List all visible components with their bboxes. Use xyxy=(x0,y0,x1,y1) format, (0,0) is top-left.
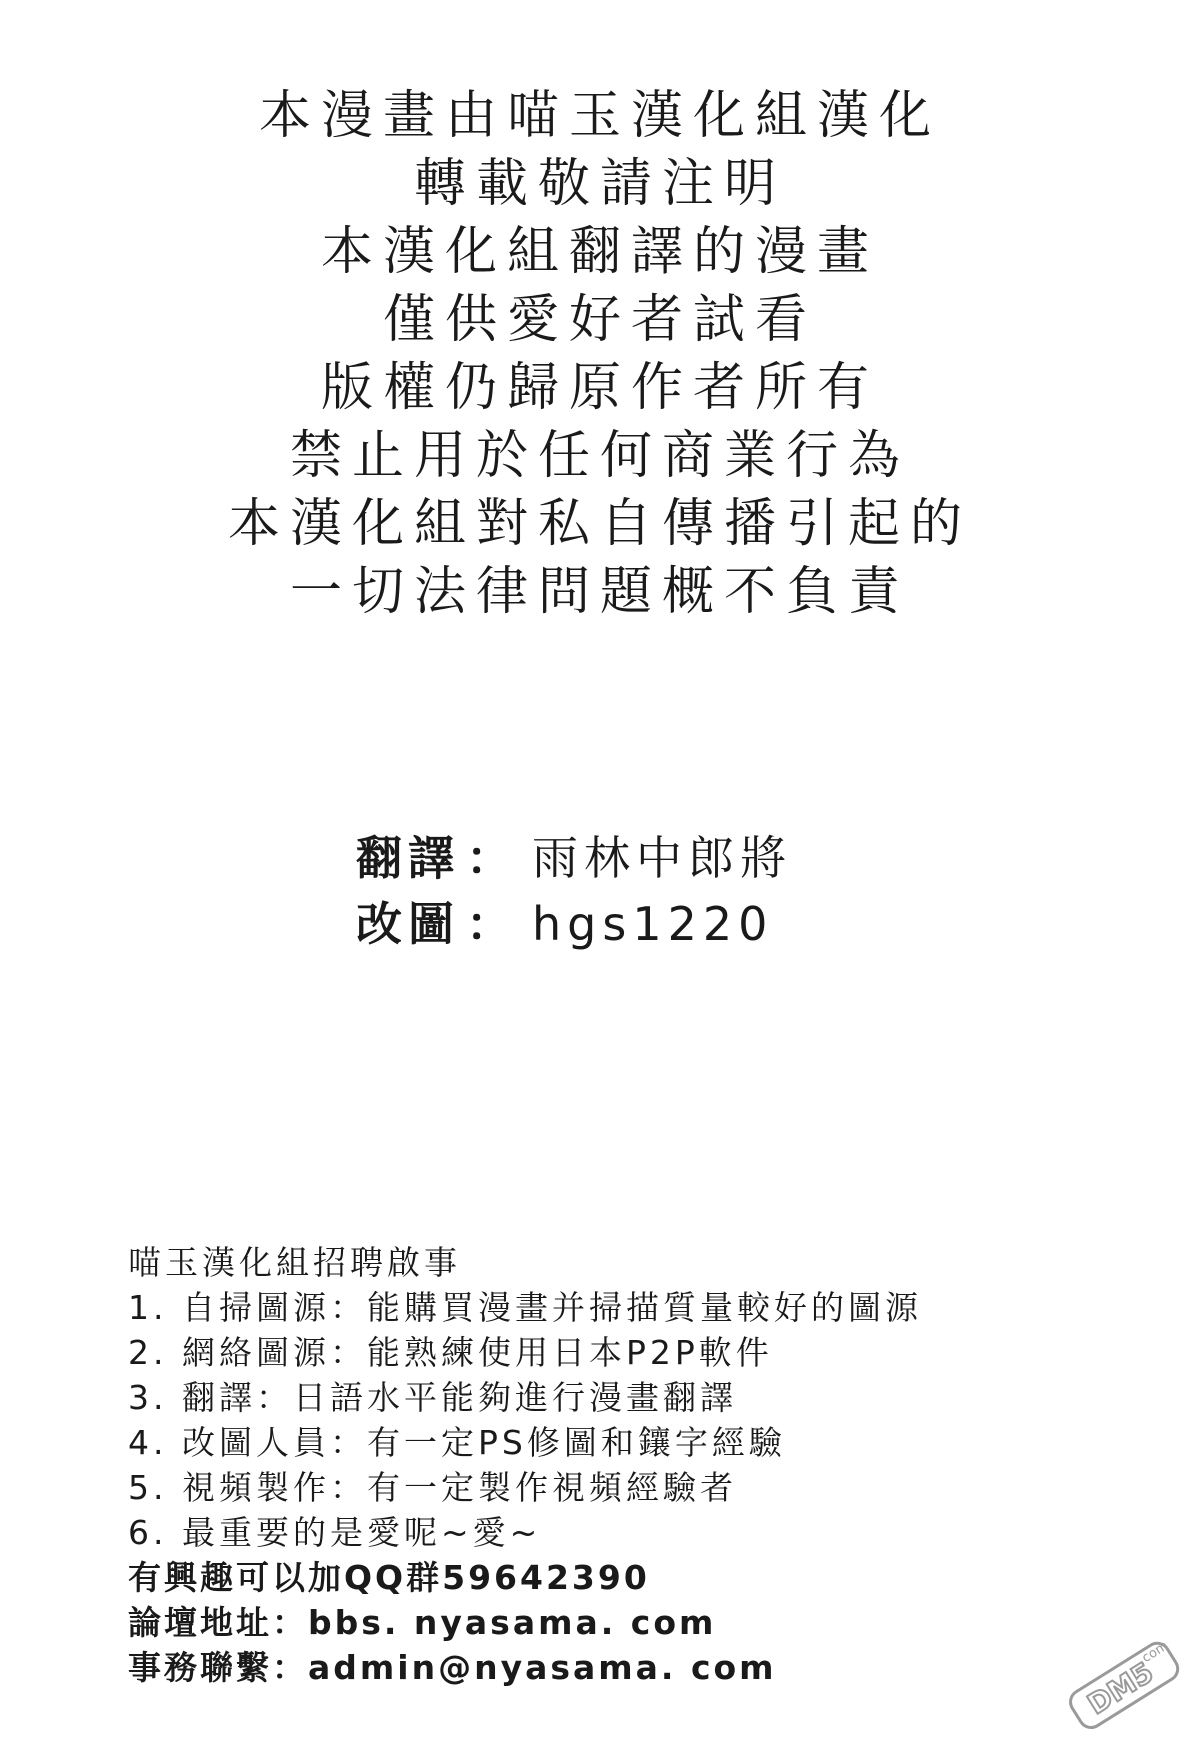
dm5-watermark-logo xyxy=(1052,1622,1192,1732)
disclaimer-line: 本漫畫由喵玉漢化組漢化 xyxy=(258,86,941,146)
editing-value: hgs1220 xyxy=(532,897,774,951)
translation-credit xyxy=(356,825,792,891)
recruitment-notice xyxy=(128,1240,922,1690)
watermark-domain-text: .com xyxy=(1136,1638,1172,1669)
recruitment-item: 1. 自掃圖源：能購買漫畫并掃描質量較好的圖源 xyxy=(128,1288,922,1327)
recruitment-title: 喵玉漢化組招聘啟事 xyxy=(128,1243,461,1282)
qq-group-line: 有興趣可以加QQ群59642390 xyxy=(128,1558,650,1597)
disclaimer-line: 本漢化組對私自傳播引起的 xyxy=(227,494,972,554)
editing-label: 改圖 xyxy=(356,897,460,951)
disclaimer-line: 轉載敬請注明 xyxy=(413,154,786,214)
translation-label: 翻譯 xyxy=(356,831,460,885)
recruitment-item: 5. 視頻製作：有一定製作視頻經驗者 xyxy=(128,1468,737,1507)
disclaimer-line: 禁止用於任何商業行為 xyxy=(289,426,910,486)
disclaimer-line: 一切法律問題概不負責 xyxy=(289,562,910,622)
recruitment-item: 6. 最重要的是愛呢~愛~ xyxy=(128,1513,542,1552)
recruitment-item: 2. 網絡圖源：能熟練使用日本P2P軟件 xyxy=(128,1333,773,1372)
recruitment-item: 3. 翻譯：日語水平能夠進行漫畫翻譯 xyxy=(128,1378,737,1417)
watermark-logo-text: DM5 xyxy=(1081,1655,1160,1722)
credits-block xyxy=(356,825,792,957)
editing-credit xyxy=(356,891,792,957)
translation-value: 雨林中郎將 xyxy=(532,831,792,885)
credit-separator: ： xyxy=(466,897,518,951)
disclaimer-line: 本漢化組翻譯的漫畫 xyxy=(320,222,879,282)
disclaimer-line: 僅供愛好者試看 xyxy=(382,290,817,350)
forum-address-line: 論壇地址：bbs. nyasama. com xyxy=(128,1603,717,1642)
credit-separator: ： xyxy=(466,831,518,885)
email-contact-line: 事務聯繫：admin@nyasama. com xyxy=(128,1648,777,1687)
recruitment-item: 4. 改圖人員：有一定PS修圖和鑲字經驗 xyxy=(128,1423,786,1462)
disclaimer-line: 版權仍歸原作者所有 xyxy=(320,358,879,418)
disclaimer-block xyxy=(0,82,1200,626)
